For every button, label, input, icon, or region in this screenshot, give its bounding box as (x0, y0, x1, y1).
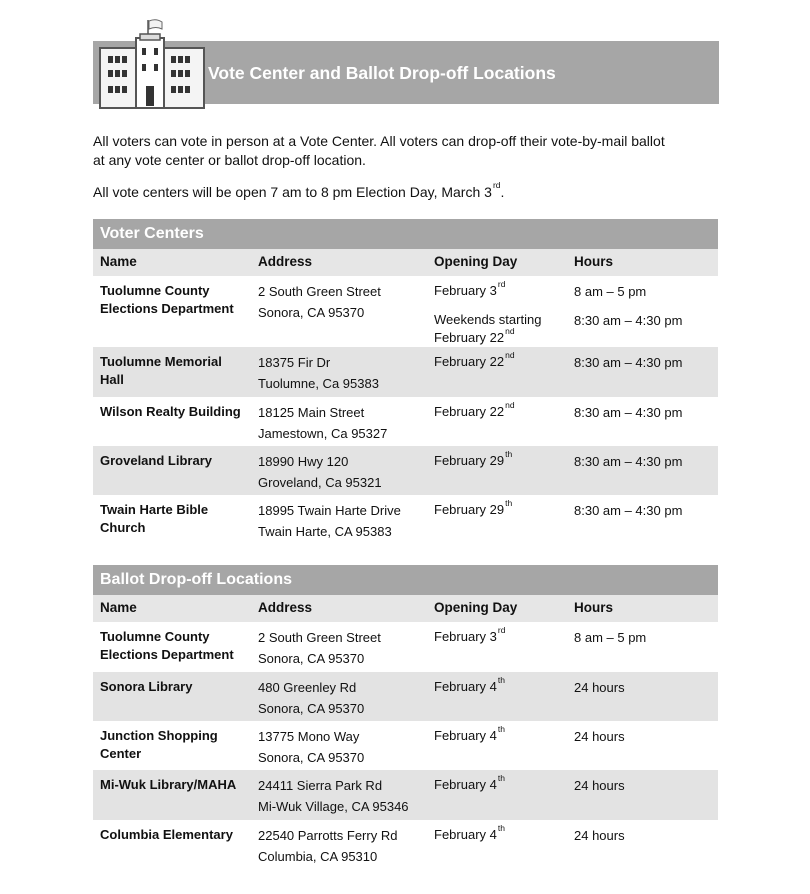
intro-text-end: . (500, 184, 505, 200)
intro-paragraph-1 (93, 132, 723, 170)
table-row (93, 347, 718, 397)
column-address: Address (258, 254, 313, 269)
table-row (93, 672, 718, 721)
column-opening-day: Opening Day (434, 254, 518, 269)
intro-text: All vote centers will be open 7 am to 8 pm Election Day, March 3 (93, 184, 492, 200)
voter-centers-column-header (93, 249, 718, 276)
building-icon (98, 18, 208, 110)
opening-day: February 22nd (434, 350, 515, 369)
table-row (93, 820, 718, 870)
location-address: 24411 Sierra Park Rd Mi-Wuk Village, CA 95346 (258, 778, 409, 814)
location-address: 2 South Green Street Sonora, CA 95370 (258, 630, 381, 666)
location-address: 13775 Mono Way Sonora, CA 95370 (258, 729, 365, 765)
location-address: 18375 Fir Dr Tuolumne, Ca 95383 (258, 355, 379, 391)
page-title: Vote Center and Ballot Drop-off Locations (208, 63, 556, 83)
column-name: Name (100, 254, 137, 269)
table-row (93, 495, 718, 545)
intro-paragraph-2 (93, 180, 723, 202)
table-row (93, 770, 718, 820)
location-name: Tuolumne County Elections Department (100, 629, 234, 662)
column-address: Address (258, 600, 313, 615)
location-name: Tuolumne County Elections Department (100, 283, 234, 316)
location-address: 480 Greenley Rd Sonora, CA 95370 (258, 680, 365, 716)
location-name: Groveland Library (100, 453, 212, 468)
hours: 24 hours (574, 680, 625, 695)
hours: 8:30 am – 4:30 pm (574, 454, 683, 469)
location-name: Sonora Library (100, 679, 193, 694)
hours: 24 hours (574, 778, 625, 793)
hours: 8:30 am – 4:30 pm (574, 405, 683, 420)
table-row (93, 397, 718, 446)
location-name: Junction Shopping Center (100, 728, 218, 761)
location-address: 22540 Parrotts Ferry Rd Columbia, CA 95310 (258, 828, 398, 864)
opening-day: February 4th (434, 724, 505, 743)
column-opening-day: Opening Day (434, 600, 518, 615)
table-row (93, 622, 718, 672)
location-name: Wilson Realty Building (100, 404, 241, 419)
location-name: Columbia Elementary (100, 827, 233, 842)
opening-day: February 4th (434, 773, 505, 792)
location-address: 18995 Twain Harte Drive Twain Harte, CA 95383 (258, 503, 401, 539)
intro-line: All voters can vote in person at a Vote Center. All voters can drop-off their vote-by-mail ballot (93, 133, 665, 149)
hours: 8 am – 5 pm 8:30 am – 4:30 pm (574, 284, 683, 328)
location-name: Tuolumne Memorial Hall (100, 354, 222, 387)
opening-day: February 4th (434, 823, 505, 842)
voter-centers-heading: Voter Centers (93, 219, 718, 249)
location-name: Twain Harte Bible Church (100, 502, 209, 535)
location-address: 2 South Green Street Sonora, CA 95370 (258, 284, 381, 320)
opening-day: February 3rd (434, 625, 506, 644)
table-row (93, 276, 718, 347)
location-address: 18125 Main Street Jamestown, Ca 95327 (258, 405, 388, 441)
location-name: Mi-Wuk Library/MAHA (100, 777, 237, 792)
opening-day: February 29th (434, 449, 513, 468)
opening-day: February 3rd Weekends starting February 22nd (434, 279, 542, 345)
intro-line: at any vote center or ballot drop-off location. (93, 152, 366, 168)
opening-day: February 22nd (434, 400, 515, 419)
hours: 8:30 am – 4:30 pm (574, 503, 683, 518)
hours: 8:30 am – 4:30 pm (574, 355, 683, 370)
opening-day: February 29th (434, 498, 513, 517)
column-name: Name (100, 600, 137, 615)
column-hours: Hours (574, 254, 614, 269)
opening-day: February 4th (434, 675, 505, 694)
table-row (93, 721, 718, 770)
hours: 24 hours (574, 828, 625, 843)
location-address: 18990 Hwy 120 Groveland, Ca 95321 (258, 454, 382, 490)
table-row (93, 446, 718, 495)
hours: 24 hours (574, 729, 625, 744)
dropoff-column-header (93, 595, 718, 622)
hours: 8 am – 5 pm (574, 630, 647, 645)
dropoff-heading: Ballot Drop-off Locations (93, 565, 718, 595)
superscript: rd (492, 180, 501, 190)
column-hours: Hours (574, 600, 614, 615)
